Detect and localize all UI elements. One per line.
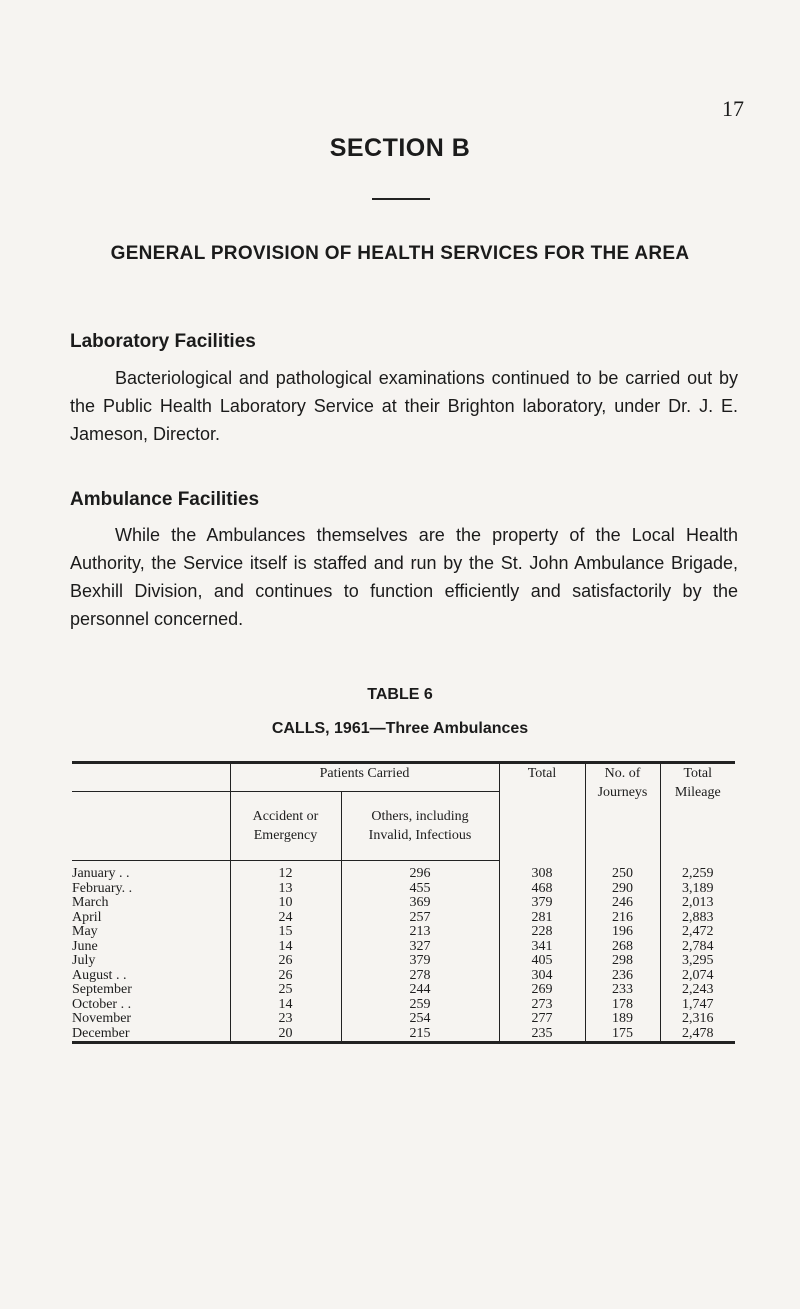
general-title: GENERAL PROVISION OF HEALTH SERVICES FOR THE AREA [110,243,690,264]
mileage-cell: 2,883 [660,911,735,926]
total-cell: 308 [499,861,585,882]
total-cell: 235 [499,1027,585,1043]
others-cell: 244 [341,983,499,998]
mileage-header-line1: Total [683,766,713,781]
accident-header-line1: Accident or [252,809,319,824]
month-cell: April [72,909,102,925]
mileage-cell: 3,295 [660,954,735,969]
journeys-cell: 268 [585,940,660,955]
table-row [72,882,735,897]
laboratory-paragraph: Bacteriological and pathological examinations continued to be carried out by the Public Health Laboratory Service at their Brighton laboratory, under Dr. J. E. Jameson, Director. [70,368,738,444]
month-cell: February. . [72,880,133,896]
journeys-header [585,763,660,861]
ambulance-heading: Ambulance Facilities [70,489,260,510]
month-cell: March [72,895,109,910]
mileage-cell: 2,259 [660,861,735,882]
table-row [72,998,735,1013]
journeys-cell: 216 [585,911,660,926]
journeys-cell: 246 [585,896,660,911]
month-cell: November [72,1011,132,1026]
accident-cell: 25 [230,983,341,998]
journeys-header-line1: No. of [604,766,641,781]
mileage-cell: 3,189 [660,882,735,897]
total-cell: 379 [499,896,585,911]
table-row [72,983,735,998]
others-cell: 213 [341,925,499,940]
table-row [72,1027,735,1043]
others-cell: 257 [341,911,499,926]
total-cell: 273 [499,998,585,1013]
total-cell: 269 [499,983,585,998]
others-cell: 254 [341,1012,499,1027]
journeys-cell: 189 [585,1012,660,1027]
month-cell: June [72,938,98,954]
month-cell: January . . [72,866,130,881]
accident-cell: 20 [230,1027,341,1043]
month-cell: September [72,982,132,997]
others-cell: 379 [341,954,499,969]
mileage-header-line2: Mileage [674,785,721,800]
others-cell: 369 [341,896,499,911]
accident-cell: 12 [230,861,341,882]
accident-cell: 14 [230,940,341,955]
month-cell: July [72,953,96,968]
mileage-cell: 2,472 [660,925,735,940]
mileage-header [660,763,735,861]
mileage-cell: 2,784 [660,940,735,955]
month-cell: December [72,1025,130,1041]
table-row [72,1012,735,1027]
journeys-cell: 290 [585,882,660,897]
mileage-cell: 1,747 [660,998,735,1013]
accident-cell: 23 [230,1012,341,1027]
mileage-cell: 2,243 [660,983,735,998]
journeys-cell: 196 [585,925,660,940]
calls-table-body [72,861,735,1043]
journeys-cell: 236 [585,969,660,984]
section-title: SECTION B [329,134,471,162]
total-cell: 405 [499,954,585,969]
table-row [72,925,735,940]
month-cell: May [72,924,98,939]
total-header-label: Total [527,766,557,781]
accident-cell: 26 [230,969,341,984]
mileage-cell: 2,478 [660,1027,735,1043]
accident-header [230,792,341,861]
title-divider [372,198,430,200]
table-row [72,861,735,882]
table-bottom-rule [72,1043,735,1045]
laboratory-heading: Laboratory Facilities [70,331,256,352]
journeys-cell: 233 [585,983,660,998]
table-row [72,911,735,926]
total-cell: 277 [499,1012,585,1027]
table-label: TABLE 6 [367,686,433,703]
table-row [72,954,735,969]
accident-header-line2: Emergency [253,828,318,843]
others-cell: 215 [341,1027,499,1043]
month-cell: August . . [72,967,127,983]
corner-cell [72,763,230,792]
others-cell: 296 [341,861,499,882]
accident-cell: 26 [230,954,341,969]
mileage-cell: 2,013 [660,896,735,911]
journeys-cell: 178 [585,998,660,1013]
others-cell: 278 [341,969,499,984]
patients-carried-header: Patients Carried [230,763,499,792]
others-header-line1: Others, including [371,809,469,824]
others-cell: 455 [341,882,499,897]
table-row [72,969,735,984]
journeys-cell: 175 [585,1027,660,1043]
others-header [341,792,499,861]
others-header-line2: Invalid, Infectious [368,828,472,843]
accident-cell: 14 [230,998,341,1013]
total-cell: 468 [499,882,585,897]
ambulance-paragraph: While the Ambulances themselves are the property of the Local Health Authority, the Service itself is staffed and run by the St. John Ambulance Brigade, Bexhill Division, and continues to function efficiently and satisfactorily by the personnel concerned. [70,525,738,629]
total-cell: 341 [499,940,585,955]
total-header [499,763,585,861]
mileage-cell: 2,074 [660,969,735,984]
others-cell: 327 [341,940,499,955]
month-cell: October . . [72,996,132,1012]
others-cell: 259 [341,998,499,1013]
accident-cell: 10 [230,896,341,911]
mileage-cell: 2,316 [660,1012,735,1027]
table-row [72,940,735,955]
accident-cell: 15 [230,925,341,940]
table-row [72,896,735,911]
accident-cell: 24 [230,911,341,926]
total-cell: 281 [499,911,585,926]
page-number: 17 [722,96,744,121]
journeys-cell: 250 [585,861,660,882]
total-cell: 304 [499,969,585,984]
accident-cell: 13 [230,882,341,897]
journeys-cell: 298 [585,954,660,969]
month-header [72,792,230,861]
calls-table [72,761,735,1044]
journeys-header-line2: Journeys [597,785,648,800]
table-caption: CALLS, 1961—Three Ambulances [271,720,529,737]
total-cell: 228 [499,925,585,940]
